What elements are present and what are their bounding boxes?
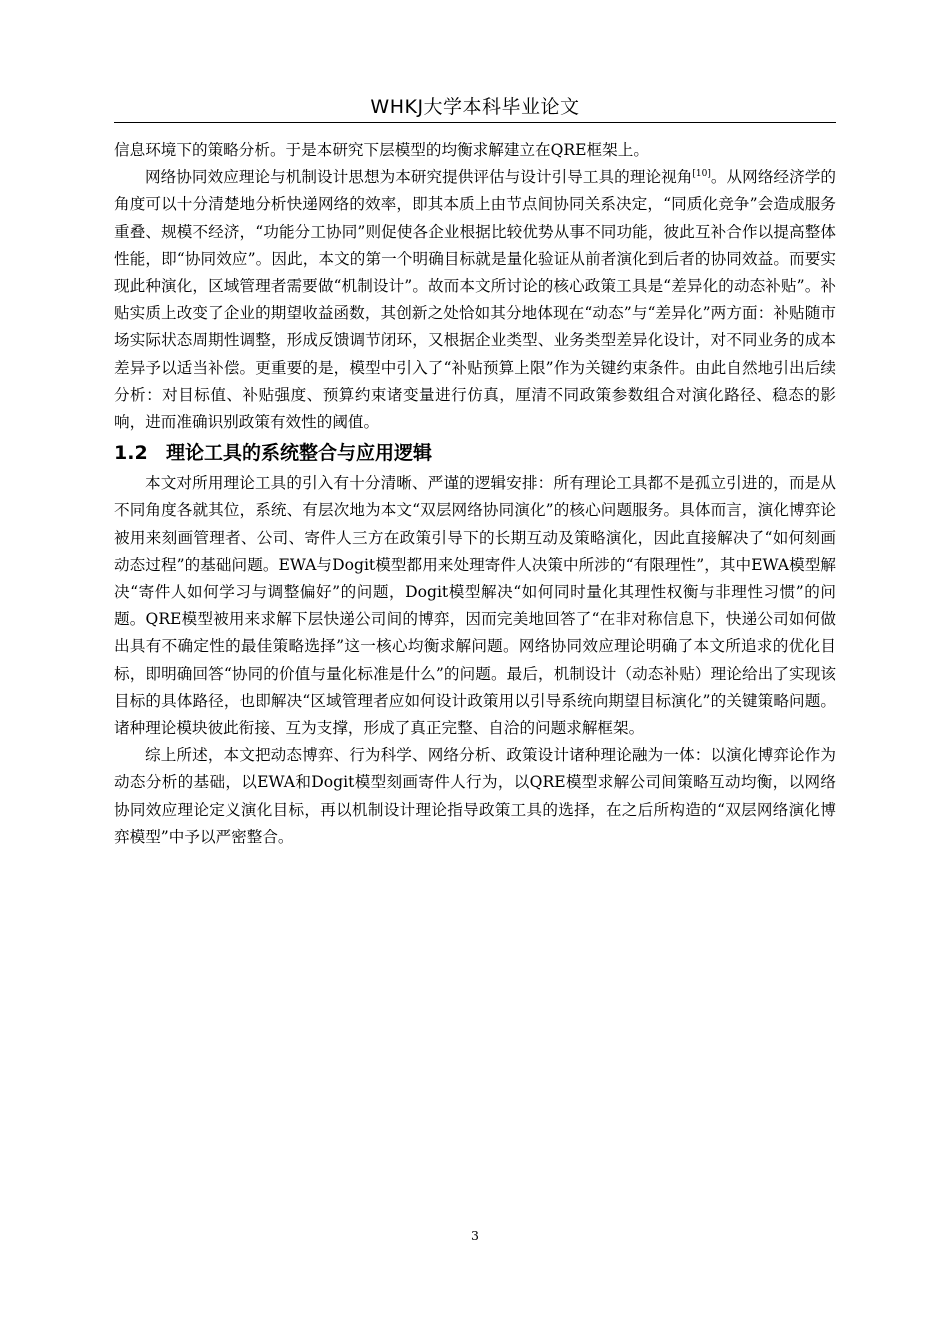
page-header [114,94,836,123]
paragraph-synergy-part-1: 网络协同效应理论与机制设计思想为本研究提供评估与设计引导工具的理论视角 [145,168,693,187]
paragraph-synergy-part-2: 。从网络经济学的角度可以十分清楚地分析快递网络的效率，即其本质上由节点间协同关系决定，“同质化竞争”会造成服务重叠、规模不经济，“功能分工协同”则促使各企业根据比较优势从事不同功能，彼此互补合作以提高整体性能，即“协同效应”。因此，本文的第一个明确目标就是量化验证从前者演化到后者的协同效益。而要实现此种演化，区域管理者需要做“机制设计”。故而本文所讨论的核心政策工具是“差异化的动态补贴”。补贴实质上改变了企业的期望收益函数，其创新之处恰如其分地体现在“动态”与“差异化”两方面：补贴随市场实际状态周期性调整，形成反馈调节闭环，又根据企业类型、业务类型差异化设计，对不同业务的成本差异予以适当补偿。更重要的是，模型中引入了“补贴预算上限”作为关键约束条件。由此自然地引出后续分析：对目标值、补贴强度、预算约束诸变量进行仿真，厘清不同政策参数组合对演化路径、稳态的影响，进而准确识别政策有效性的阈值。 [114,168,836,432]
section-title: 理论工具的系统整合与应用逻辑 [166,442,433,465]
body-text [114,137,836,851]
paragraph-synergy-theory [114,164,836,436]
paragraph-continued: 信息环境下的策略分析。于是本研究下层模型的均衡求解建立在QRE框架上。 [114,141,649,159]
page-number: 3 [471,1228,479,1243]
section-heading [114,436,836,470]
header-title: WHKJ大学本科毕业论文 [370,96,580,118]
citation-10: [10] [692,169,711,180]
section-number: 1.2 [114,442,148,465]
paragraph-summary: 综上所述，本文把动态博弈、行为科学、网络分析、政策设计诸种理论融为一体：以演化博弈论作为动态分析的基础，以EWA和Dogit模型刻画寄件人行为，以QRE模型求解公司间策略互动均衡，以网络协同效应理论定义演化目标，再以机制设计理论指导政策工具的选择，在之后所构造的“双层网络演化博弈模型”中予以严密整合。 [114,746,836,846]
paragraph-integration-logic: 本文对所用理论工具的引入有十分清晰、严谨的逻辑安排：所有理论工具都不是孤立引进的，而是从不同角度各就其位，系统、有层次地为本文“双层网络协同演化”的核心问题服务。具体而言，演化博弈论被用来刻画管理者、公司、寄件人三方在政策引导下的长期互动及策略演化，因此直接解决了“如何刻画动态过程”的基础问题。EWA与Dogit模型都用来处理寄件人决策中所涉的“有限理性”，其中EWA模型解决“寄件人如何学习与调整偏好”的问题，Dogit模型解决“如何同时量化其理性权衡与非理性习惯”的问题。QRE模型被用来求解下层快递公司间的博弈，因而完美地回答了“在非对称信息下，快递公司如何做出具有不确定性的最佳策略选择”这一核心均衡求解问题。网络协同效应理论明确了本文所追求的优化目标，即明确回答“协同的价值与量化标准是什么”的问题。最后，机制设计（动态补贴）理论给出了实现该目标的具体路径，也即解决“区域管理者应如何设计政策用以引导系统向期望目标演化”的关键策略问题。诸种理论模块彼此衔接、互为支撑，形成了真正完整、自洽的问题求解框架。 [114,474,836,738]
